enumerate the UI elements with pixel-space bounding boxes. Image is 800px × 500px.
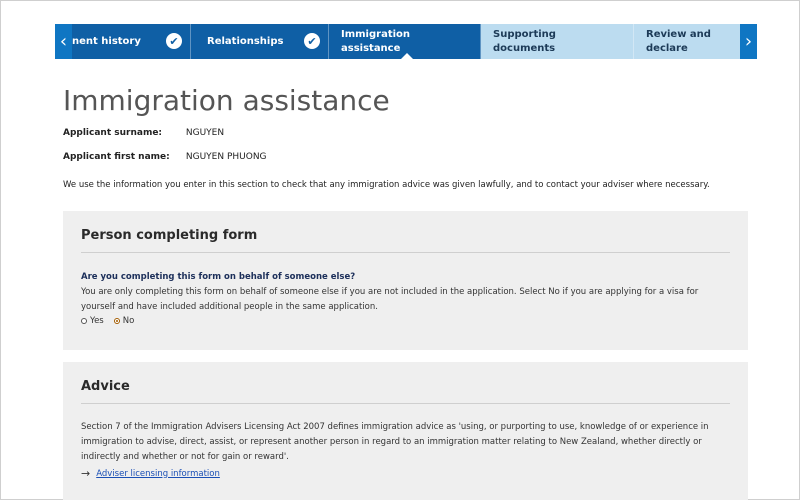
- chevron-right-icon[interactable]: ›: [740, 24, 757, 59]
- behalf-radio-group: [81, 316, 730, 326]
- checkmark-icon: ✔: [304, 33, 320, 49]
- behalf-help-text: You are only completing this form on behalf of someone else if you are not included in the application. Select No if you are applying for a visa for yourself and have included additional people in the same application.: [81, 287, 699, 312]
- applicant-surname-row: [63, 128, 224, 138]
- radio-no[interactable]: [114, 316, 135, 326]
- person-completing-form-panel: [63, 211, 748, 350]
- adviser-licensing-link-row: [81, 467, 730, 480]
- step-employment-history[interactable]: [72, 24, 191, 59]
- radio-unchecked-icon[interactable]: [81, 318, 87, 324]
- firstname-value: NGUYEN PHUONG: [185, 152, 267, 162]
- radio-yes-label: Yes: [90, 316, 104, 326]
- step-label: Relationships: [207, 35, 284, 47]
- surname-value: NGUYEN: [185, 128, 225, 138]
- advice-panel: [63, 362, 748, 500]
- checkmark-icon: ✔: [166, 33, 182, 49]
- radio-no-label: No: [122, 316, 135, 326]
- step-label: Review and declare: [646, 28, 711, 54]
- step-label: Immigration assistance: [341, 28, 411, 54]
- step-relationships[interactable]: [191, 24, 329, 59]
- arrow-right-icon: →: [81, 467, 91, 480]
- panel-heading: Advice: [81, 362, 730, 404]
- page-title: Immigration assistance: [63, 84, 390, 117]
- chevron-left-icon[interactable]: ‹: [55, 24, 72, 59]
- panel-heading: Person completing form: [81, 211, 730, 253]
- surname-label: Applicant surname:: [63, 128, 163, 138]
- intro-text: We use the information you enter in this section to check that any immigration advice was given lawfully, and to contact your adviser where necessary.: [63, 180, 710, 190]
- behalf-question: Are you completing this form on behalf of someone else?: [81, 272, 356, 282]
- step-review-and-declare[interactable]: [634, 24, 740, 59]
- step-label: Supporting documents: [493, 28, 556, 54]
- firstname-label: Applicant first name:: [63, 152, 170, 162]
- step-label: nent history: [72, 35, 141, 47]
- step-supporting-documents[interactable]: [481, 24, 634, 59]
- step-immigration-assistance[interactable]: [329, 24, 481, 59]
- applicant-firstname-row: [63, 152, 267, 162]
- adviser-licensing-link[interactable]: Adviser licensing information: [96, 468, 220, 479]
- progress-steps: [55, 24, 757, 59]
- radio-yes[interactable]: [81, 316, 104, 326]
- radio-checked-icon[interactable]: [114, 318, 120, 324]
- advice-definition-text: Section 7 of the Immigration Advisers Licensing Act 2007 defines immigration advice as 'using, or purporting to use, knowledge of or experience in immigration to advise, direct, assist, or represent another person in regard to an immigration matter relating to New Zealand, whether directly or indirectly and whether or not for gain or reward'.: [81, 422, 709, 462]
